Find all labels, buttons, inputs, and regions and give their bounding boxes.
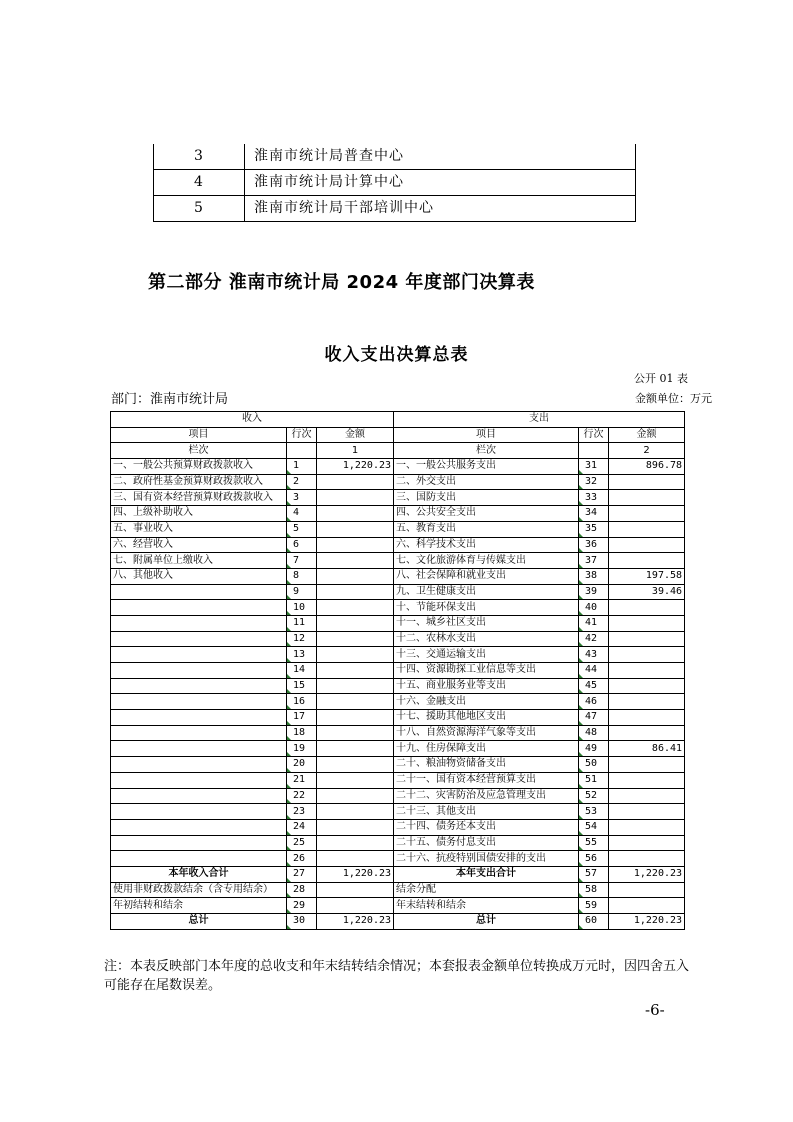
table-row (111, 772, 685, 788)
table-row (111, 851, 685, 867)
table-row (111, 647, 685, 663)
table-row (111, 584, 685, 600)
expense-line-number: 46 (579, 694, 609, 710)
income-amount (317, 882, 394, 898)
table-note: 注：本表反映部门本年度的总收支和年末结转结余情况；本套报表金额单位转换成万元时，因四舍五入可能存在尾数误差。 (104, 959, 690, 993)
expense-line-number: 41 (579, 615, 609, 631)
expense-amount (609, 725, 685, 741)
income-amount (317, 772, 394, 788)
income-line-number: 23 (287, 804, 317, 820)
income-amount (317, 631, 394, 647)
income-line-number: 30 (287, 914, 317, 930)
income-item (111, 615, 287, 631)
income-item: 总计 (111, 914, 287, 930)
table-row (111, 553, 685, 569)
expense-column-label: 栏次 (394, 443, 579, 459)
table-row (111, 568, 685, 584)
expense-amount (609, 710, 685, 726)
table-row (111, 788, 685, 804)
expense-item: 三、国防支出 (394, 490, 579, 506)
income-line-number: 13 (287, 647, 317, 663)
part-title: 第二部分 淮南市统计局 2024 年度部门决算表 (148, 272, 535, 293)
expense-item: 二十四、债务还本支出 (394, 819, 579, 835)
income-item (111, 835, 287, 851)
expense-item: 四、公共安全支出 (394, 506, 579, 522)
expense-amount (609, 898, 685, 914)
income-amount: 1,220.23 (317, 459, 394, 475)
table-row (111, 694, 685, 710)
expense-line-number: 31 (579, 459, 609, 475)
expense-item: 十二、农林水支出 (394, 631, 579, 647)
expense-amount (609, 521, 685, 537)
income-amount (317, 788, 394, 804)
income-column-number: 1 (317, 443, 394, 459)
expense-amount (609, 600, 685, 616)
table-row (111, 631, 685, 647)
expense-line-number: 49 (579, 741, 609, 757)
income-amount (317, 474, 394, 490)
income-item: 二、政府性基金预算财政拨款收入 (111, 474, 287, 490)
income-item (111, 741, 287, 757)
income-item (111, 631, 287, 647)
department-label: 部门：淮南市统计局 (111, 392, 229, 407)
expense-amount (609, 506, 685, 522)
unit-row (154, 170, 636, 196)
income-line-number: 17 (287, 710, 317, 726)
expense-item: 七、文化旅游体育与传媒支出 (394, 553, 579, 569)
expense-item: 二、外交支出 (394, 474, 579, 490)
table-row (111, 459, 685, 475)
table-row (111, 506, 685, 522)
expense-amount (609, 788, 685, 804)
income-line-number: 29 (287, 898, 317, 914)
income-line-number: 1 (287, 459, 317, 475)
table-row (111, 804, 685, 820)
income-item (111, 710, 287, 726)
expense-amount (609, 474, 685, 490)
expense-line-number: 56 (579, 851, 609, 867)
expense-item: 十六、金融支出 (394, 694, 579, 710)
expense-line-number: 52 (579, 788, 609, 804)
income-line-number: 16 (287, 694, 317, 710)
expense-amount: 896.78 (609, 459, 685, 475)
unit-row (154, 196, 636, 222)
income-amount (317, 568, 394, 584)
income-amount (317, 725, 394, 741)
income-item (111, 788, 287, 804)
unit-number: 4 (154, 170, 245, 196)
income-item (111, 694, 287, 710)
income-line-number: 6 (287, 537, 317, 553)
expense-amount (609, 647, 685, 663)
expense-amount (609, 819, 685, 835)
expense-item: 年末结转和结余 (394, 898, 579, 914)
expense-item: 十八、自然资源海洋气象等支出 (394, 725, 579, 741)
expense-amount (609, 757, 685, 773)
expense-amount: 86.41 (609, 741, 685, 757)
expense-line-number: 35 (579, 521, 609, 537)
expense-item: 九、卫生健康支出 (394, 584, 579, 600)
expense-amount-header: 金额 (609, 427, 685, 443)
income-line-number: 8 (287, 568, 317, 584)
expense-item: 十三、交通运输支出 (394, 647, 579, 663)
income-item (111, 819, 287, 835)
income-line-number: 2 (287, 474, 317, 490)
expense-line-number: 55 (579, 835, 609, 851)
income-line-number: 27 (287, 866, 317, 882)
income-item: 一、一般公共预算财政拨款收入 (111, 459, 287, 475)
income-item: 七、附属单位上缴收入 (111, 553, 287, 569)
expense-line-number: 51 (579, 772, 609, 788)
expense-line-number: 60 (579, 914, 609, 930)
table-row (111, 521, 685, 537)
income-line-number: 25 (287, 835, 317, 851)
expense-item-header: 项目 (394, 427, 579, 443)
expense-line-number: 39 (579, 584, 609, 600)
table-row (111, 914, 685, 930)
expense-amount (609, 882, 685, 898)
expense-line-blank (579, 443, 609, 459)
income-item (111, 584, 287, 600)
expense-item: 二十二、灾害防治及应急管理支出 (394, 788, 579, 804)
income-amount (317, 835, 394, 851)
income-expense-table (110, 411, 685, 930)
income-item: 本年收入合计 (111, 866, 287, 882)
expense-item: 一、一般公共服务支出 (394, 459, 579, 475)
expense-item: 五、教育支出 (394, 521, 579, 537)
income-line-number: 7 (287, 553, 317, 569)
expense-amount (609, 851, 685, 867)
income-amount (317, 819, 394, 835)
income-amount (317, 615, 394, 631)
income-amount (317, 678, 394, 694)
unit-name: 淮南市统计局计算中心 (245, 170, 636, 196)
expense-amount: 1,220.23 (609, 866, 685, 882)
table-row (111, 725, 685, 741)
expense-line-number: 59 (579, 898, 609, 914)
expense-amount (609, 804, 685, 820)
income-line-number: 15 (287, 678, 317, 694)
table-row (111, 678, 685, 694)
table-row (111, 866, 685, 882)
table-row (111, 615, 685, 631)
unit-name: 淮南市统计局普查中心 (245, 144, 636, 170)
table-row (111, 819, 685, 835)
income-line-number: 28 (287, 882, 317, 898)
income-amount (317, 898, 394, 914)
expense-amount (609, 678, 685, 694)
expense-amount (609, 615, 685, 631)
income-item (111, 851, 287, 867)
income-item: 六、经营收入 (111, 537, 287, 553)
table-row (111, 600, 685, 616)
income-amount (317, 804, 394, 820)
expense-line-number: 53 (579, 804, 609, 820)
expense-amount (609, 772, 685, 788)
income-line-number: 20 (287, 757, 317, 773)
expense-line-number: 34 (579, 506, 609, 522)
income-item (111, 600, 287, 616)
expense-line-number: 36 (579, 537, 609, 553)
income-line-number: 26 (287, 851, 317, 867)
income-item (111, 725, 287, 741)
table-row (111, 757, 685, 773)
income-item (111, 757, 287, 773)
income-amount (317, 757, 394, 773)
table-row (111, 663, 685, 679)
income-amount (317, 741, 394, 757)
income-item (111, 663, 287, 679)
expense-item: 本年支出合计 (394, 866, 579, 882)
income-amount (317, 694, 394, 710)
income-amount (317, 584, 394, 600)
income-line-number: 21 (287, 772, 317, 788)
income-line-header: 行次 (287, 427, 317, 443)
income-item (111, 804, 287, 820)
table-row (111, 741, 685, 757)
expense-amount (609, 537, 685, 553)
expense-line-number: 40 (579, 600, 609, 616)
expense-amount (609, 631, 685, 647)
expense-item: 二十一、国有资本经营预算支出 (394, 772, 579, 788)
expense-line-number: 38 (579, 568, 609, 584)
income-item (111, 772, 287, 788)
table-row (111, 537, 685, 553)
expense-amount (609, 663, 685, 679)
unit-list-table (153, 144, 636, 222)
expense-item: 二十、粮油物资储备支出 (394, 757, 579, 773)
expense-item: 十五、商业服务业等支出 (394, 678, 579, 694)
income-line-number: 24 (287, 819, 317, 835)
income-item-header: 项目 (111, 427, 287, 443)
income-line-number: 5 (287, 521, 317, 537)
income-line-number: 22 (287, 788, 317, 804)
expense-item: 十一、城乡社区支出 (394, 615, 579, 631)
income-amount: 1,220.23 (317, 866, 394, 882)
expense-item: 二十五、债务付息支出 (394, 835, 579, 851)
expense-amount (609, 694, 685, 710)
income-item: 八、其他收入 (111, 568, 287, 584)
income-amount (317, 490, 394, 506)
expense-amount: 197.58 (609, 568, 685, 584)
expense-item: 十七、援助其他地区支出 (394, 710, 579, 726)
expense-line-number: 47 (579, 710, 609, 726)
expense-item: 总计 (394, 914, 579, 930)
expense-line-number: 42 (579, 631, 609, 647)
expense-line-number: 45 (579, 678, 609, 694)
expense-item: 十、节能环保支出 (394, 600, 579, 616)
income-item: 四、上级补助收入 (111, 506, 287, 522)
expense-line-number: 48 (579, 725, 609, 741)
expense-line-number: 50 (579, 757, 609, 773)
income-line-number: 14 (287, 663, 317, 679)
expense-amount (609, 553, 685, 569)
income-column-label: 栏次 (111, 443, 287, 459)
expense-line-number: 43 (579, 647, 609, 663)
income-amount (317, 600, 394, 616)
group-header-row (111, 412, 685, 428)
expense-line-number: 37 (579, 553, 609, 569)
unit-name: 淮南市统计局干部培训中心 (245, 196, 636, 222)
column-header-row (111, 427, 685, 443)
column-number-row (111, 443, 685, 459)
income-item: 年初结转和结余 (111, 898, 287, 914)
income-amount (317, 537, 394, 553)
expense-item: 结余分配 (394, 882, 579, 898)
income-item: 三、国有资本经营预算财政拨款收入 (111, 490, 287, 506)
expense-line-number: 58 (579, 882, 609, 898)
page-number: -6- (645, 1001, 665, 1019)
table-title: 收入支出决算总表 (324, 345, 469, 365)
income-item (111, 647, 287, 663)
expense-item: 六、科学技术支出 (394, 537, 579, 553)
income-amount (317, 521, 394, 537)
expense-line-number: 33 (579, 490, 609, 506)
unit-number: 5 (154, 196, 245, 222)
income-line-blank (287, 443, 317, 459)
income-line-number: 11 (287, 615, 317, 631)
expense-item: 十四、资源勘探工业信息等支出 (394, 663, 579, 679)
income-amount: 1,220.23 (317, 914, 394, 930)
income-amount (317, 710, 394, 726)
expense-line-header: 行次 (579, 427, 609, 443)
expense-line-number: 57 (579, 866, 609, 882)
income-item: 五、事业收入 (111, 521, 287, 537)
form-code: 公开 01 表 (634, 372, 688, 385)
table-row (111, 898, 685, 914)
expense-line-number: 44 (579, 663, 609, 679)
table-row (111, 490, 685, 506)
expense-amount: 1,220.23 (609, 914, 685, 930)
income-amount (317, 647, 394, 663)
expense-group-header: 支出 (394, 412, 685, 428)
income-amount (317, 553, 394, 569)
income-line-number: 4 (287, 506, 317, 522)
income-amount (317, 506, 394, 522)
expense-amount (609, 490, 685, 506)
table-row (111, 474, 685, 490)
table-row (111, 710, 685, 726)
expense-item: 二十六、抗疫特别国债安排的支出 (394, 851, 579, 867)
income-amount (317, 663, 394, 679)
amount-unit: 金额单位：万元 (635, 392, 712, 405)
income-group-header: 收入 (111, 412, 394, 428)
expense-column-number: 2 (609, 443, 685, 459)
unit-number: 3 (154, 144, 245, 170)
expense-line-number: 32 (579, 474, 609, 490)
income-line-number: 12 (287, 631, 317, 647)
income-line-number: 19 (287, 741, 317, 757)
table-row (111, 835, 685, 851)
expense-amount: 39.46 (609, 584, 685, 600)
expense-item: 八、社会保障和就业支出 (394, 568, 579, 584)
expense-item: 十九、住房保障支出 (394, 741, 579, 757)
income-line-number: 9 (287, 584, 317, 600)
expense-line-number: 54 (579, 819, 609, 835)
table-row (111, 882, 685, 898)
income-line-number: 10 (287, 600, 317, 616)
expense-item: 二十三、其他支出 (394, 804, 579, 820)
income-line-number: 3 (287, 490, 317, 506)
income-item (111, 678, 287, 694)
income-line-number: 18 (287, 725, 317, 741)
unit-row (154, 144, 636, 170)
expense-amount (609, 835, 685, 851)
income-amount (317, 851, 394, 867)
income-amount-header: 金额 (317, 427, 394, 443)
income-item: 使用非财政拨款结余（含专用结余） (111, 882, 287, 898)
